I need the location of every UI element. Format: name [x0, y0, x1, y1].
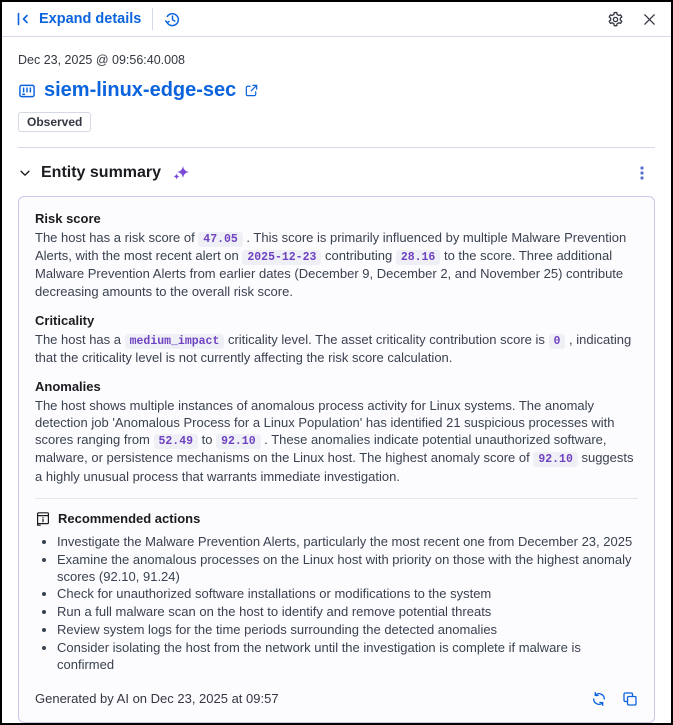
summary-section — [35, 211, 638, 300]
vertical-ellipsis-icon — [635, 165, 649, 181]
panel-footer — [35, 691, 638, 707]
flyout-header — [2, 2, 671, 37]
expand-details-button[interactable] — [16, 11, 141, 27]
expand-details-label: Expand details — [39, 11, 142, 27]
host-title-row — [18, 79, 655, 102]
summary-sections — [35, 211, 638, 485]
section-text: The host has a medium_impact criticality level. The asset criticality contribution score is 0 , indicating that the criticality level is not currently affecting the risk score calculation. — [35, 331, 632, 365]
copy-icon — [622, 691, 638, 707]
section-heading: Criticality — [35, 312, 95, 328]
recommended-actions-list — [35, 534, 638, 674]
section-text: The host has a risk score of 47.05 . This score is primarily influenced by multiple Malware Prevention Alerts, with the most recent alert on 2025-12-23 contributing 28.16 to the score. Three additional Malware Prevention Alerts from earlier dates (December 9, December 2, and November 25) contribute decreasing amounts to the overall risk score. — [35, 230, 627, 299]
history-icon — [164, 11, 181, 28]
summary-section — [35, 379, 638, 485]
section-heading: Anomalies — [35, 378, 101, 394]
header-divider — [152, 8, 153, 30]
sparkles-icon — [172, 164, 190, 182]
settings-button[interactable] — [607, 11, 624, 28]
entity-summary-panel — [18, 196, 655, 723]
external-link-icon[interactable] — [244, 83, 259, 98]
collapse-left-icon — [16, 11, 32, 27]
inline-code-value: 0 — [549, 334, 566, 349]
recommended-action-item: • Run a full malware scan on the host to identify and remove potential threats — [57, 604, 638, 621]
entity-summary-title: Entity summary — [41, 164, 162, 181]
recommended-action-item: • Review system logs for the time periods surrounding the detected anomalies — [57, 622, 638, 639]
recommended-action-item: • Examine the anomalous processes on the Linux host with priority on those with the highest anomaly scores (92.10, 91.24) — [57, 552, 638, 586]
inline-code-value: 28.16 — [396, 250, 441, 265]
inline-code-value: medium_impact — [125, 334, 225, 349]
recommended-actions-title: Recommended actions — [58, 511, 201, 527]
host-name-link[interactable]: siem-linux-edge-sec — [44, 79, 237, 101]
panel-divider — [35, 498, 638, 499]
flyout-body — [2, 37, 671, 723]
history-button[interactable] — [164, 11, 181, 28]
inline-code-value: 92.10 — [216, 434, 261, 449]
event-timestamp: Dec 23, 2025 @ 09:56:40.008 — [18, 53, 185, 67]
inline-code-value: 2025-12-23 — [242, 250, 321, 265]
regenerate-button[interactable] — [591, 691, 607, 707]
copy-button[interactable] — [622, 691, 638, 707]
report-icon — [35, 511, 51, 527]
recommended-action-item: • Investigate the Malware Prevention Alerts, particularly the most recent one from December 23, 2025 — [57, 534, 638, 551]
recommended-action-item: • Consider isolating the host from the network until the investigation is complete if malware is confirmed — [57, 640, 638, 674]
inline-code-value: 47.05 — [198, 232, 243, 247]
section-heading: Risk score — [35, 211, 101, 226]
content-divider — [18, 147, 655, 148]
inline-code-value: 92.10 — [533, 452, 578, 467]
summary-menu-button[interactable] — [629, 163, 655, 183]
section-text: The host shows multiple instances of anomalous process activity for Linux systems. The anomaly detection job 'Anomalous Process for a Linux Population' has identified 21 suspicious processes with scores ranging from 52.49 to 92.10 . These anomalies indicate potential unauthorized software, malware, or persistence mechanisms on the Linux host. The highest anomaly score of 92.10 suggests a highly unusual process that warrants immediate investigation. — [35, 397, 634, 484]
close-icon — [642, 12, 657, 27]
refresh-icon — [591, 691, 607, 707]
recommended-action-item: • Check for unauthorized software installations or modifications to the system — [57, 586, 638, 603]
summary-section — [35, 313, 638, 366]
entity-summary-toggle[interactable] — [18, 164, 190, 182]
gear-icon — [607, 11, 624, 28]
generated-by-text: Generated by AI on Dec 23, 2025 at 09:57 — [35, 691, 279, 707]
host-storage-icon — [18, 82, 36, 100]
inline-code-value: 52.49 — [154, 434, 199, 449]
observed-badge: Observed — [18, 112, 91, 132]
close-button[interactable] — [642, 12, 657, 27]
recommended-actions-header — [35, 511, 638, 527]
entity-summary-header — [18, 163, 655, 183]
chevron-down-icon — [18, 166, 32, 180]
